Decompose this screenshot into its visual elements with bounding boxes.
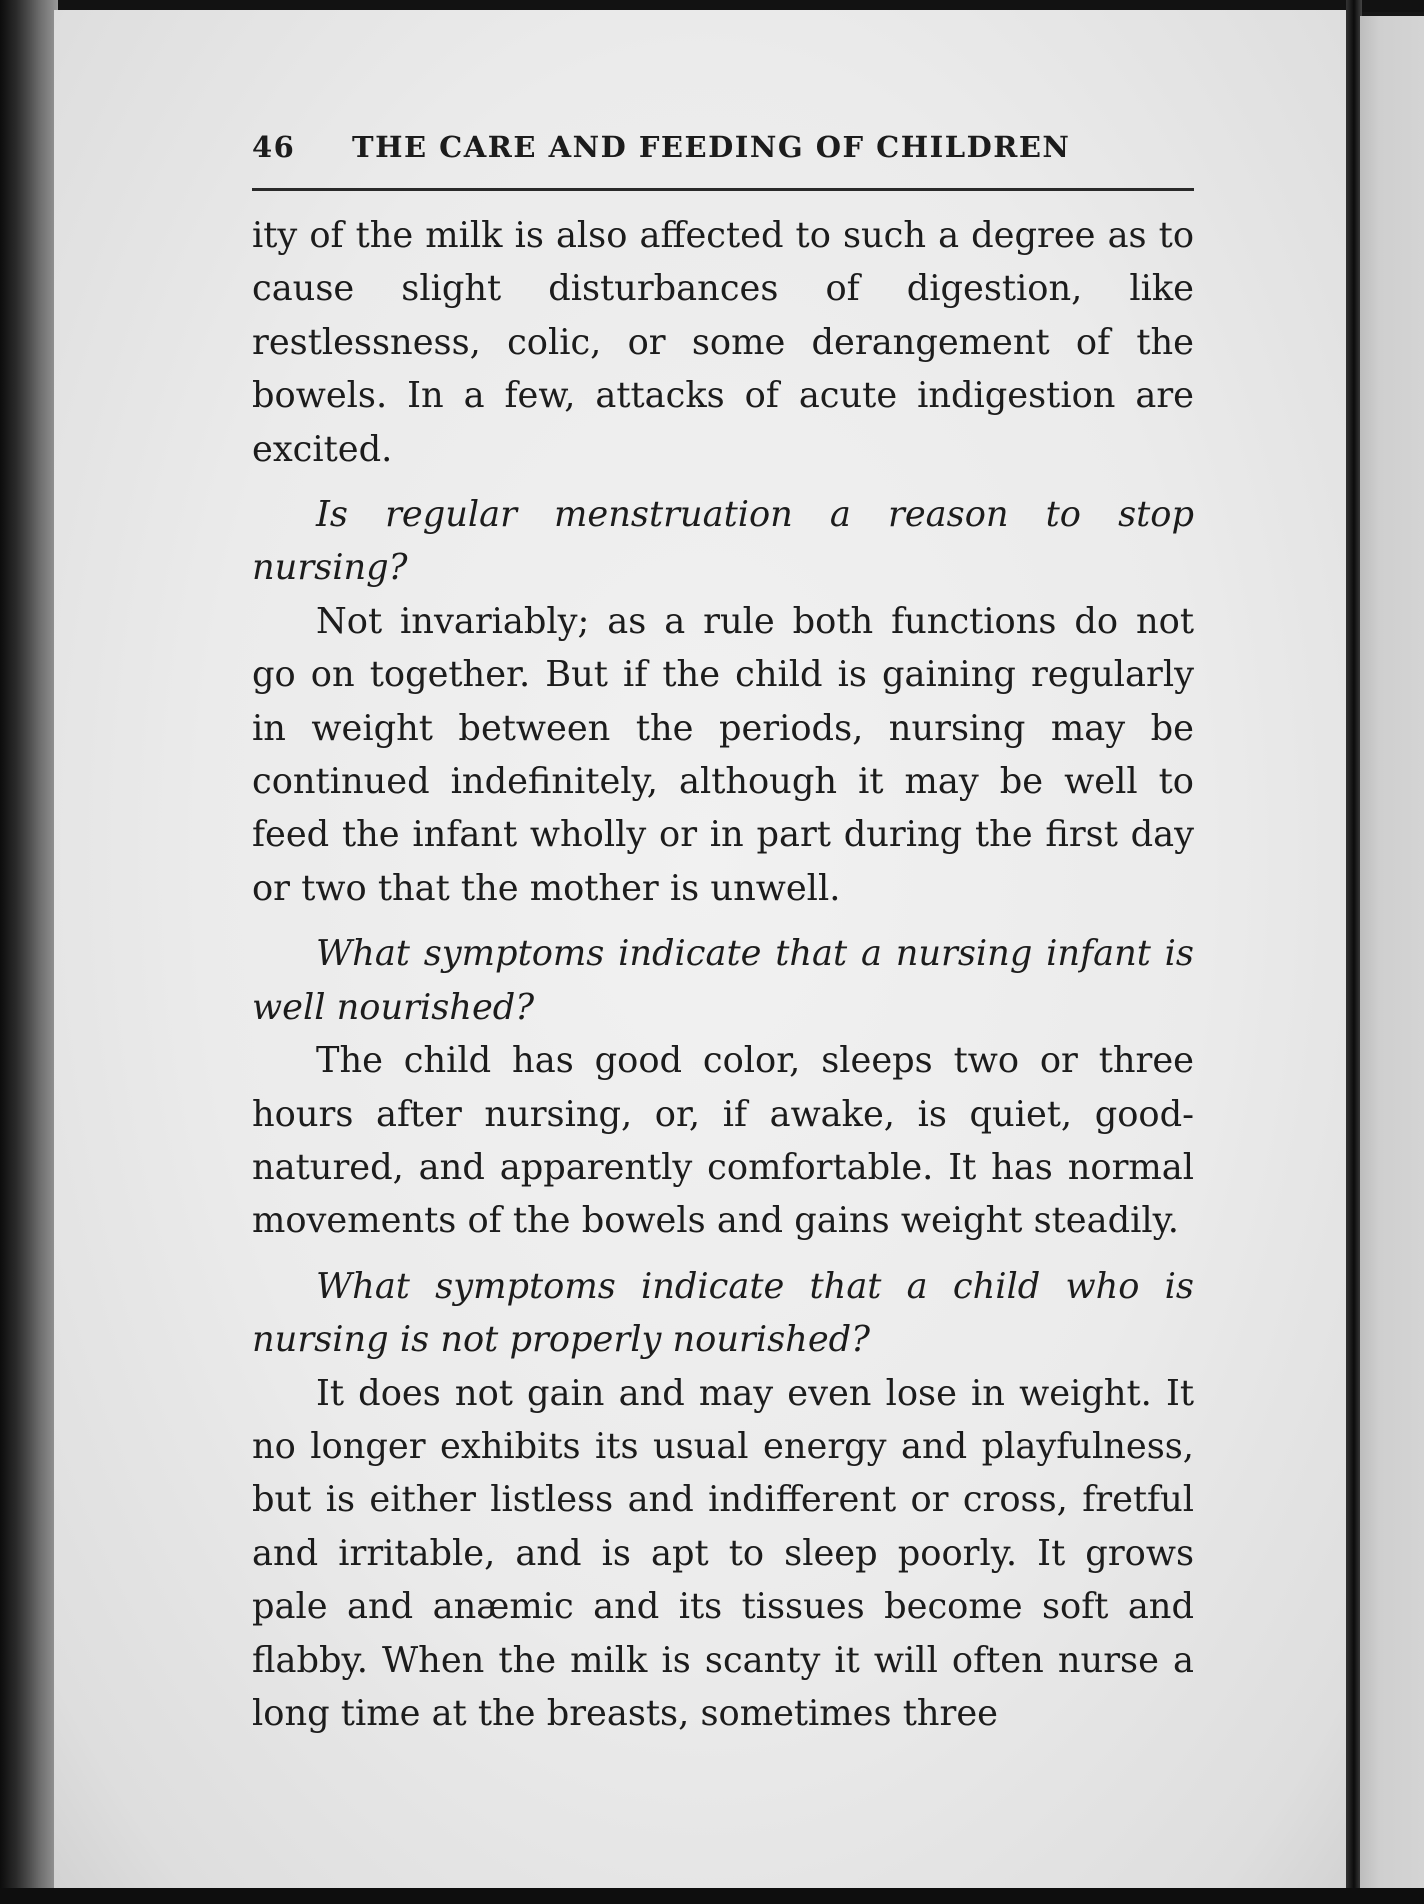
page-number: 46	[252, 130, 296, 164]
answer-well-nourished: The child has good color, sleeps two or three hours after nursing, or, if awake, is quiet, good-natured, and apparently comfortable. It has normal movements of the bowels and gains weight steadily.	[252, 1040, 1194, 1242]
question-not-nourished: What symptoms indicate that a child who is nursing is not properly nourished?	[252, 1265, 1194, 1361]
running-head	[252, 130, 1194, 188]
answer-menstruation: Not invariably; as a rule both functions do not go on together. But if the child is gaining regularly in weight between the periods, nursing may be continued indefinitely, although it may be well to feed the infant wholly or in part during the first day or two that the mother is unwell.	[252, 600, 1194, 909]
page-text-block	[252, 130, 1194, 1740]
book-binding-edge	[0, 0, 58, 1904]
question-menstruation: Is regular menstruation a reason to stop nursing?	[252, 494, 1194, 589]
answer-not-nourished: It does not gain and may even lose in weight. It no longer exhibits its usual energy and playfulness, but is either listless and indifferent or cross, fretful and irritable, and is apt to sleep poorly. It grows pale and anæmic and its tissues become soft and flabby. When the milk is scanty it will often nurse a long time at the breasts, sometimes three	[252, 1372, 1194, 1734]
header-rule	[252, 188, 1194, 191]
paragraph-continuation: ity of the milk is also affected to such a degree as to cause slight disturbances of digestion, like restlessness, colic, or some derangement of the bowels. In a few, attacks of acute indigestion are excited.	[252, 215, 1194, 470]
question-well-nourished: What symptoms indicate that a nursing infant is well nourished?	[252, 933, 1194, 1028]
facing-page-edge	[1360, 16, 1424, 1888]
running-title: THE CARE AND FEEDING OF CHILDREN	[352, 130, 1071, 164]
scan-bottom-edge	[0, 1888, 1424, 1904]
